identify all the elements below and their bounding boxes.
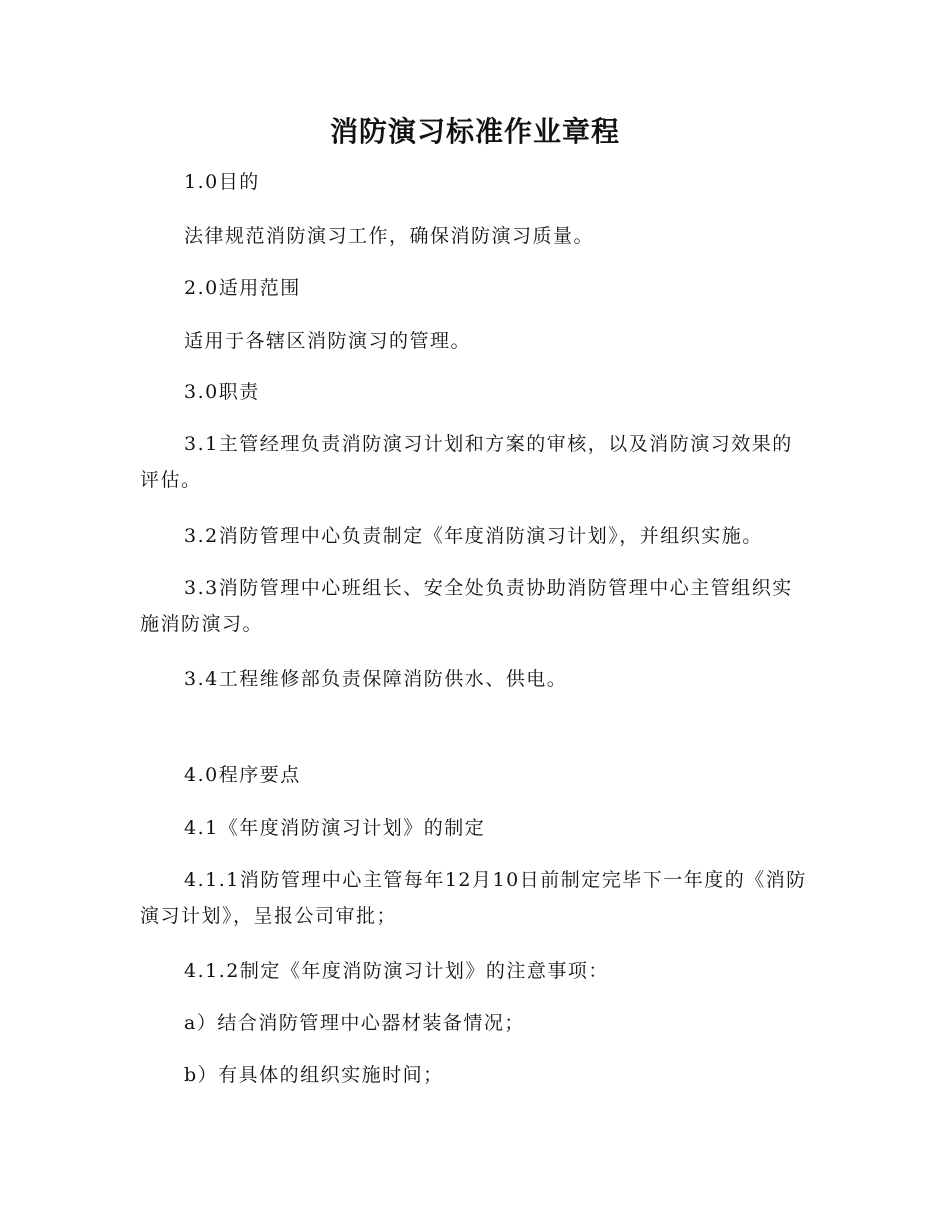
section-heading-procedure: 4.0程序要点 <box>184 764 301 786</box>
paragraph-3-3: 3.3消防管理中心班组长、安全处负责协助消防管理中心主管组织实施消防演习。 <box>140 577 793 635</box>
section-heading-scope: 2.0适用范围 <box>184 277 301 299</box>
paragraph-4-1-2: 4.1.2制定《年度消防演习计划》的注意事项： <box>184 960 609 982</box>
paragraph-3-1: 3.1主管经理负责消防演习计划和方案的审核，以及消防演习效果的评估。 <box>140 433 793 491</box>
document-title: 消防演习标准作业章程 <box>329 115 620 148</box>
paragraph-3-2: 3.2消防管理中心负责制定《年度消防演习计划》，并组织实施。 <box>184 525 763 547</box>
list-item-b: b）有具体的组织实施时间； <box>184 1064 444 1086</box>
paragraph-purpose: 法律规范消防演习工作，确保消防演习质量。 <box>184 225 595 247</box>
paragraph-4-1: 4.1《年度消防演习计划》的制定 <box>184 817 486 839</box>
paragraph-3-4: 3.4工程维修部负责保障消防供水、供电。 <box>184 668 568 690</box>
paragraph-scope: 适用于各辖区消防演习的管理。 <box>184 330 472 352</box>
paragraph-4-1-1: 4.1.1消防管理中心主管每年12月10日前制定完毕下一年度的《消防演习计划》，呈报公司审批； <box>140 869 807 927</box>
list-item-a: a）结合消防管理中心器材装备情况； <box>184 1012 525 1034</box>
section-heading-responsibilities: 3.0职责 <box>184 381 260 403</box>
section-heading-purpose: 1.0目的 <box>184 171 260 193</box>
